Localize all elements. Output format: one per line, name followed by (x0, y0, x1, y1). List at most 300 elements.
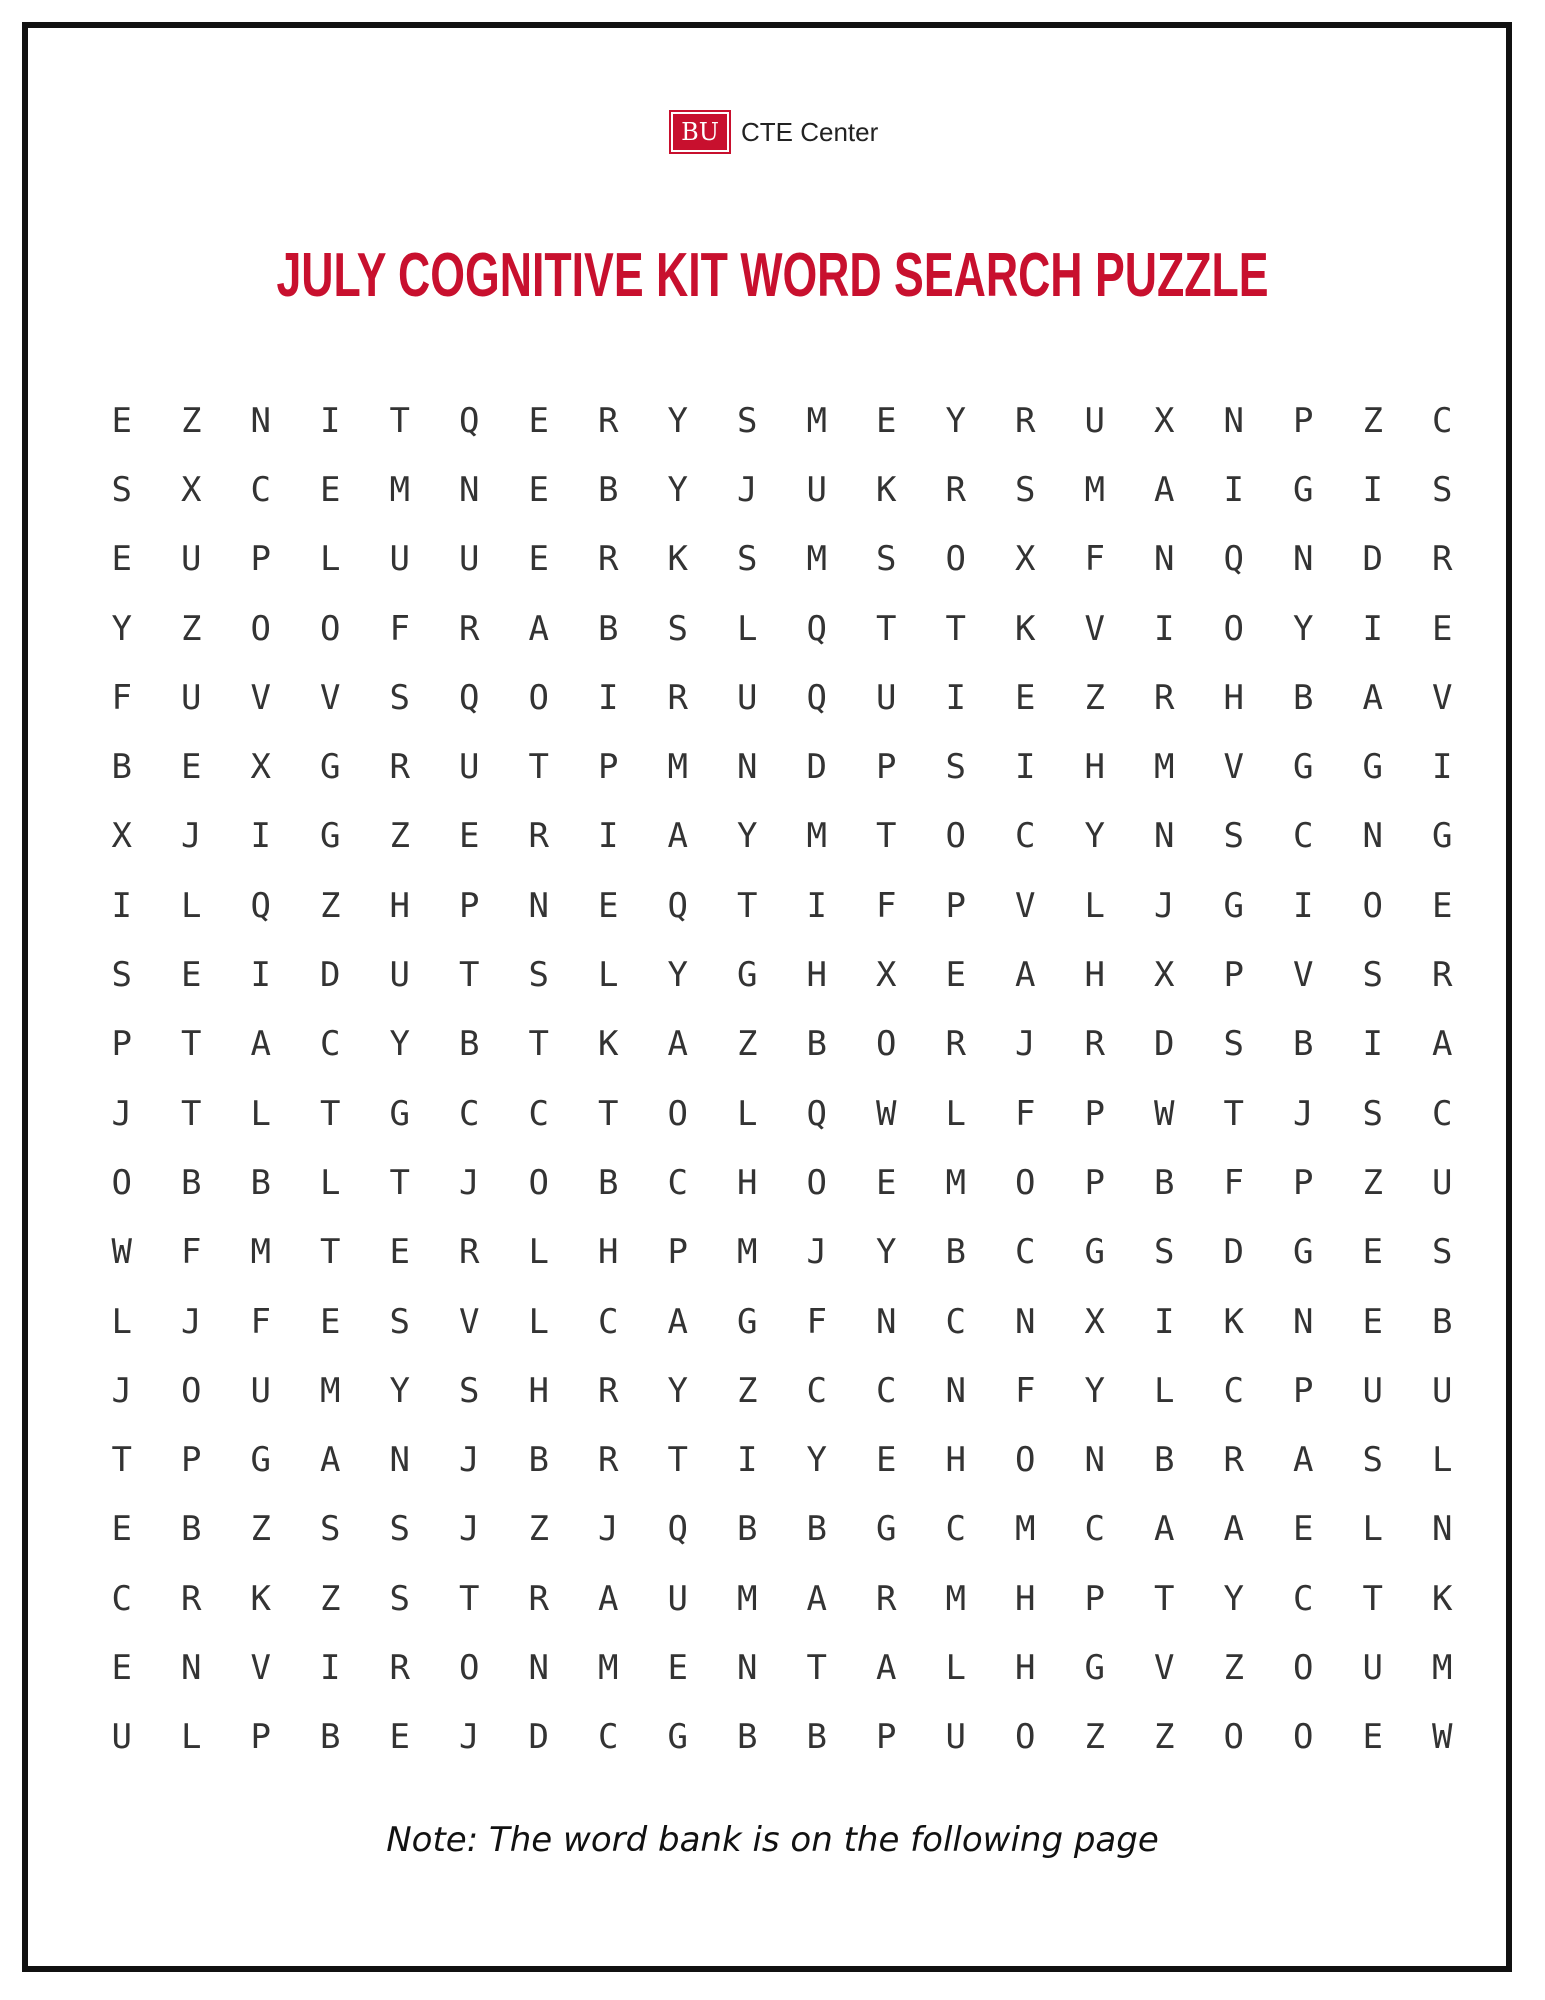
grid-letter: D (528, 1717, 549, 1758)
grid-letter: L (737, 1093, 758, 1134)
grid-letter: U (389, 539, 410, 580)
grid-letter: W (1432, 1717, 1453, 1758)
grid-letter: U (250, 1370, 271, 1411)
grid-letter: K (1223, 1301, 1244, 1342)
grid-letter: H (528, 1370, 549, 1411)
grid-letter: A (1432, 1024, 1453, 1065)
grid-letter: V (459, 1301, 480, 1342)
grid-letter: Z (737, 1370, 758, 1411)
grid-letter: Y (945, 400, 966, 441)
grid-letter: F (181, 1232, 202, 1273)
grid-letter: R (181, 1578, 202, 1619)
grid-letter: R (598, 539, 619, 580)
grid-letter: G (1293, 1232, 1314, 1273)
grid-letter: C (667, 1162, 688, 1203)
grid-letter: A (598, 1578, 619, 1619)
grid-letter: Y (737, 816, 758, 857)
grid-letter: S (389, 677, 410, 718)
grid-letter: G (320, 816, 341, 857)
grid-letter: Y (806, 1440, 827, 1481)
grid-letter: C (1432, 400, 1453, 441)
grid-letter: H (1223, 677, 1244, 718)
grid-letter: V (1432, 677, 1453, 718)
grid-letter: W (876, 1093, 897, 1134)
grid-letter: T (320, 1232, 341, 1273)
grid-letter: M (945, 1578, 966, 1619)
grid-letter: E (1362, 1232, 1383, 1273)
grid-letter: E (876, 1162, 897, 1203)
grid-letter: M (1015, 1509, 1036, 1550)
grid-letter: H (598, 1232, 619, 1273)
grid-letter: T (320, 1093, 341, 1134)
grid-letter: H (737, 1162, 758, 1203)
grid-letter: X (250, 747, 271, 788)
grid-letter: Q (806, 677, 827, 718)
grid-letter: M (737, 1232, 758, 1273)
grid-letter: E (389, 1717, 410, 1758)
grid-letter: I (1362, 608, 1383, 649)
grid-letter: B (250, 1162, 271, 1203)
grid-letter: H (389, 885, 410, 926)
grid-letter: M (667, 747, 688, 788)
grid-letter: S (876, 539, 897, 580)
grid-letter: R (1432, 539, 1453, 580)
grid-letter: R (389, 1647, 410, 1688)
grid-letter: F (1015, 1093, 1036, 1134)
grid-letter: I (1432, 747, 1453, 788)
grid-letter: S (667, 608, 688, 649)
grid-letter: R (528, 1578, 549, 1619)
grid-letter: F (1223, 1162, 1244, 1203)
grid-letter: M (320, 1370, 341, 1411)
grid-letter: C (1015, 1232, 1036, 1273)
grid-letter: M (945, 1162, 966, 1203)
grid-letter: S (945, 747, 966, 788)
footer-note: Note: The word bank is on the following page (386, 1820, 1159, 1860)
grid-letter: S (1362, 1093, 1383, 1134)
grid-letter: O (528, 1162, 549, 1203)
grid-letter: B (806, 1509, 827, 1550)
grid-letter: Z (181, 400, 202, 441)
grid-letter: F (1084, 539, 1105, 580)
grid-letter: B (528, 1440, 549, 1481)
grid-letter: N (1293, 1301, 1314, 1342)
grid-letter: K (250, 1578, 271, 1619)
grid-letter: V (250, 677, 271, 718)
grid-letter: J (459, 1717, 480, 1758)
bu-logo-mark: BU (669, 110, 731, 154)
grid-letter: R (528, 816, 549, 857)
grid-letter: Q (806, 608, 827, 649)
grid-letter: E (320, 469, 341, 510)
grid-letter: I (945, 677, 966, 718)
grid-letter: E (667, 1647, 688, 1688)
grid-letter: I (1015, 747, 1036, 788)
grid-letter: P (250, 1717, 271, 1758)
grid-letter: B (1293, 677, 1314, 718)
grid-letter: J (1293, 1093, 1314, 1134)
grid-letter: J (181, 1301, 202, 1342)
grid-letter: C (1293, 1578, 1314, 1619)
grid-letter: A (1223, 1509, 1244, 1550)
grid-letter: N (737, 1647, 758, 1688)
grid-letter: S (1362, 1440, 1383, 1481)
grid-letter: V (1293, 955, 1314, 996)
grid-letter: N (1432, 1509, 1453, 1550)
grid-letter: O (528, 677, 549, 718)
grid-letter: N (1015, 1301, 1036, 1342)
grid-letter: M (806, 400, 827, 441)
grid-letter: Z (737, 1024, 758, 1065)
grid-letter: J (1015, 1024, 1036, 1065)
grid-letter: L (1154, 1370, 1175, 1411)
grid-letter: A (1362, 677, 1383, 718)
grid-letter: X (111, 816, 132, 857)
grid-letter: T (945, 608, 966, 649)
bu-cte-center-logo (669, 108, 878, 156)
grid-letter: A (320, 1440, 341, 1481)
grid-letter: Y (667, 400, 688, 441)
grid-letter: O (1293, 1717, 1314, 1758)
grid-letter: S (1223, 1024, 1244, 1065)
grid-letter: C (320, 1024, 341, 1065)
grid-letter: Z (528, 1509, 549, 1550)
grid-letter: T (737, 885, 758, 926)
grid-letter: D (1223, 1232, 1244, 1273)
grid-letter: O (667, 1093, 688, 1134)
grid-letter: V (1015, 885, 1036, 926)
grid-letter: L (945, 1093, 966, 1134)
grid-letter: R (389, 747, 410, 788)
grid-letter: B (181, 1509, 202, 1550)
grid-letter: R (459, 1232, 480, 1273)
grid-letter: R (1084, 1024, 1105, 1065)
grid-letter: G (1362, 747, 1383, 788)
grid-letter: T (1362, 1578, 1383, 1619)
grid-letter: D (806, 747, 827, 788)
grid-letter: G (737, 955, 758, 996)
grid-letter: F (111, 677, 132, 718)
grid-letter: X (1084, 1301, 1105, 1342)
grid-letter: Z (389, 816, 410, 857)
grid-letter: G (876, 1509, 897, 1550)
grid-letter: N (1362, 816, 1383, 857)
grid-letter: G (1084, 1232, 1105, 1273)
grid-letter: S (320, 1509, 341, 1550)
grid-letter: E (111, 400, 132, 441)
grid-letter: E (1432, 608, 1453, 649)
grid-letter: O (181, 1370, 202, 1411)
grid-letter: C (111, 1578, 132, 1619)
grid-letter: O (459, 1647, 480, 1688)
grid-letter: T (111, 1440, 132, 1481)
grid-letter: V (250, 1647, 271, 1688)
grid-letter: S (737, 539, 758, 580)
grid-letter: G (1084, 1647, 1105, 1688)
grid-letter: U (876, 677, 897, 718)
grid-letter: T (181, 1093, 202, 1134)
grid-letter: J (459, 1509, 480, 1550)
grid-letter: L (528, 1232, 549, 1273)
grid-letter: M (250, 1232, 271, 1273)
grid-letter: L (250, 1093, 271, 1134)
grid-letter: I (250, 816, 271, 857)
grid-letter: R (945, 469, 966, 510)
grid-letter: U (181, 677, 202, 718)
grid-letter: G (389, 1093, 410, 1134)
grid-letter: O (806, 1162, 827, 1203)
grid-letter: E (876, 1440, 897, 1481)
grid-letter: P (876, 747, 897, 788)
grid-letter: N (1293, 539, 1314, 580)
grid-letter: T (389, 1162, 410, 1203)
grid-letter: P (459, 885, 480, 926)
grid-letter: I (1154, 608, 1175, 649)
grid-letter: Y (1084, 1370, 1105, 1411)
word-search-grid (87, 386, 1459, 1772)
grid-letter: E (528, 469, 549, 510)
grid-letter: H (806, 955, 827, 996)
grid-letter: U (1432, 1162, 1453, 1203)
grid-letter: I (598, 677, 619, 718)
grid-letter: U (806, 469, 827, 510)
grid-letter: Z (181, 608, 202, 649)
grid-letter: N (389, 1440, 410, 1481)
grid-letter: Y (111, 608, 132, 649)
grid-letter: R (876, 1578, 897, 1619)
page-title: JULY COGNITIVE KIT WORD SEARCH PUZZLE (276, 241, 1269, 310)
grid-letter: C (528, 1093, 549, 1134)
grid-letter: V (1154, 1647, 1175, 1688)
grid-letter: N (1084, 1440, 1105, 1481)
grid-letter: B (1154, 1440, 1175, 1481)
grid-letter: S (1015, 469, 1036, 510)
grid-letter: R (1223, 1440, 1244, 1481)
grid-letter: E (598, 885, 619, 926)
grid-letter: Z (1362, 1162, 1383, 1203)
grid-letter: U (1084, 400, 1105, 441)
grid-letter: C (1015, 816, 1036, 857)
grid-letter: M (1084, 469, 1105, 510)
grid-letter: N (1223, 400, 1244, 441)
grid-letter: M (737, 1578, 758, 1619)
grid-letter: J (459, 1440, 480, 1481)
grid-letter: S (389, 1301, 410, 1342)
grid-letter: K (667, 539, 688, 580)
grid-letter: B (1154, 1162, 1175, 1203)
grid-letter: E (1362, 1717, 1383, 1758)
grid-letter: O (320, 608, 341, 649)
grid-letter: S (389, 1509, 410, 1550)
grid-letter: O (1015, 1162, 1036, 1203)
grid-letter: B (598, 469, 619, 510)
grid-letter: E (111, 539, 132, 580)
grid-letter: K (876, 469, 897, 510)
grid-letter: K (598, 1024, 619, 1065)
grid-letter: L (528, 1301, 549, 1342)
grid-letter: P (1293, 400, 1314, 441)
grid-letter: Z (1154, 1717, 1175, 1758)
grid-letter: Y (1223, 1578, 1244, 1619)
grid-letter: Q (459, 400, 480, 441)
grid-letter: E (876, 400, 897, 441)
grid-letter: F (806, 1301, 827, 1342)
grid-letter: P (1084, 1578, 1105, 1619)
grid-letter: R (598, 400, 619, 441)
grid-letter: T (667, 1440, 688, 1481)
grid-letter: T (876, 608, 897, 649)
grid-letter: B (598, 608, 619, 649)
grid-letter: E (111, 1647, 132, 1688)
grid-letter: H (1015, 1578, 1036, 1619)
grid-letter: X (1154, 955, 1175, 996)
grid-letter: G (1293, 747, 1314, 788)
grid-letter: E (320, 1301, 341, 1342)
grid-letter: S (737, 400, 758, 441)
grid-letter: S (1154, 1232, 1175, 1273)
grid-letter: P (1223, 955, 1244, 996)
grid-letter: E (459, 816, 480, 857)
grid-letter: P (250, 539, 271, 580)
grid-letter: C (945, 1301, 966, 1342)
grid-letter: C (945, 1509, 966, 1550)
grid-letter: U (945, 1717, 966, 1758)
grid-letter: B (320, 1717, 341, 1758)
grid-letter: N (945, 1370, 966, 1411)
grid-letter: L (320, 539, 341, 580)
grid-letter: G (1432, 816, 1453, 857)
grid-letter: L (1084, 885, 1105, 926)
grid-letter: L (111, 1301, 132, 1342)
grid-letter: O (1362, 885, 1383, 926)
grid-letter: N (1154, 816, 1175, 857)
grid-letter: U (667, 1578, 688, 1619)
grid-letter: W (111, 1232, 132, 1273)
grid-letter: O (1223, 608, 1244, 649)
grid-letter: E (181, 747, 202, 788)
grid-letter: U (111, 1717, 132, 1758)
grid-letter: T (459, 955, 480, 996)
grid-letter: L (737, 608, 758, 649)
grid-letter: A (1154, 1509, 1175, 1550)
grid-letter: E (528, 400, 549, 441)
grid-letter: T (528, 747, 549, 788)
grid-letter: R (1154, 677, 1175, 718)
grid-letter: A (1015, 955, 1036, 996)
grid-letter: S (1362, 955, 1383, 996)
grid-letter: U (389, 955, 410, 996)
grid-letter: Y (667, 1370, 688, 1411)
grid-letter: S (111, 955, 132, 996)
grid-letter: A (876, 1647, 897, 1688)
grid-letter: L (1432, 1440, 1453, 1481)
grid-letter: O (1293, 1647, 1314, 1688)
grid-letter: I (1362, 1024, 1383, 1065)
grid-letter: J (737, 469, 758, 510)
grid-letter: E (111, 1509, 132, 1550)
grid-letter: B (181, 1162, 202, 1203)
grid-letter: N (1154, 539, 1175, 580)
grid-letter: N (181, 1647, 202, 1688)
grid-letter: J (598, 1509, 619, 1550)
grid-letter: A (1293, 1440, 1314, 1481)
grid-letter: M (806, 539, 827, 580)
grid-letter: B (806, 1024, 827, 1065)
grid-letter: I (111, 885, 132, 926)
grid-letter: M (1154, 747, 1175, 788)
grid-letter: Y (1084, 816, 1105, 857)
grid-letter: P (598, 747, 619, 788)
grid-letter: A (667, 1301, 688, 1342)
logo-text: CTE Center (741, 116, 879, 147)
grid-letter: C (1432, 1093, 1453, 1134)
grid-letter: R (1015, 400, 1036, 441)
grid-letter: O (876, 1024, 897, 1065)
grid-letter: Z (1362, 400, 1383, 441)
grid-letter: C (1293, 816, 1314, 857)
grid-letter: H (1084, 955, 1105, 996)
grid-letter: O (1223, 1717, 1244, 1758)
grid-letter: P (111, 1024, 132, 1065)
grid-letter: F (389, 608, 410, 649)
grid-letter: U (459, 539, 480, 580)
grid-letter: H (1015, 1647, 1036, 1688)
grid-letter: Y (667, 469, 688, 510)
grid-letter: D (1362, 539, 1383, 580)
grid-letter: V (1084, 608, 1105, 649)
grid-letter: J (459, 1162, 480, 1203)
grid-letter: O (945, 816, 966, 857)
grid-letter: E (528, 539, 549, 580)
grid-letter: I (1223, 469, 1244, 510)
grid-letter: R (667, 677, 688, 718)
grid-letter: X (1154, 400, 1175, 441)
grid-letter: M (389, 469, 410, 510)
grid-letter: P (1293, 1370, 1314, 1411)
grid-letter: V (1223, 747, 1244, 788)
grid-letter: B (945, 1232, 966, 1273)
grid-letter: U (459, 747, 480, 788)
grid-letter: C (459, 1093, 480, 1134)
grid-letter: A (528, 608, 549, 649)
grid-letter: Q (667, 885, 688, 926)
grid-letter: E (389, 1232, 410, 1273)
grid-letter: C (598, 1301, 619, 1342)
grid-letter: F (876, 885, 897, 926)
grid-letter: H (945, 1440, 966, 1481)
grid-letter: N (528, 1647, 549, 1688)
grid-letter: E (1362, 1301, 1383, 1342)
grid-letter: Z (1084, 1717, 1105, 1758)
grid-letter: E (1432, 885, 1453, 926)
grid-letter: G (1293, 469, 1314, 510)
grid-letter: P (667, 1232, 688, 1273)
grid-letter: U (1362, 1370, 1383, 1411)
grid-letter: C (1084, 1509, 1105, 1550)
grid-letter: M (598, 1647, 619, 1688)
grid-letter: N (250, 400, 271, 441)
grid-letter: G (320, 747, 341, 788)
grid-letter: W (1154, 1093, 1175, 1134)
grid-letter: Z (250, 1509, 271, 1550)
grid-letter: V (320, 677, 341, 718)
grid-letter: B (737, 1717, 758, 1758)
grid-letter: M (1432, 1647, 1453, 1688)
grid-letter: E (1015, 677, 1036, 718)
grid-letter: X (181, 469, 202, 510)
grid-letter: C (1223, 1370, 1244, 1411)
grid-letter: X (876, 955, 897, 996)
